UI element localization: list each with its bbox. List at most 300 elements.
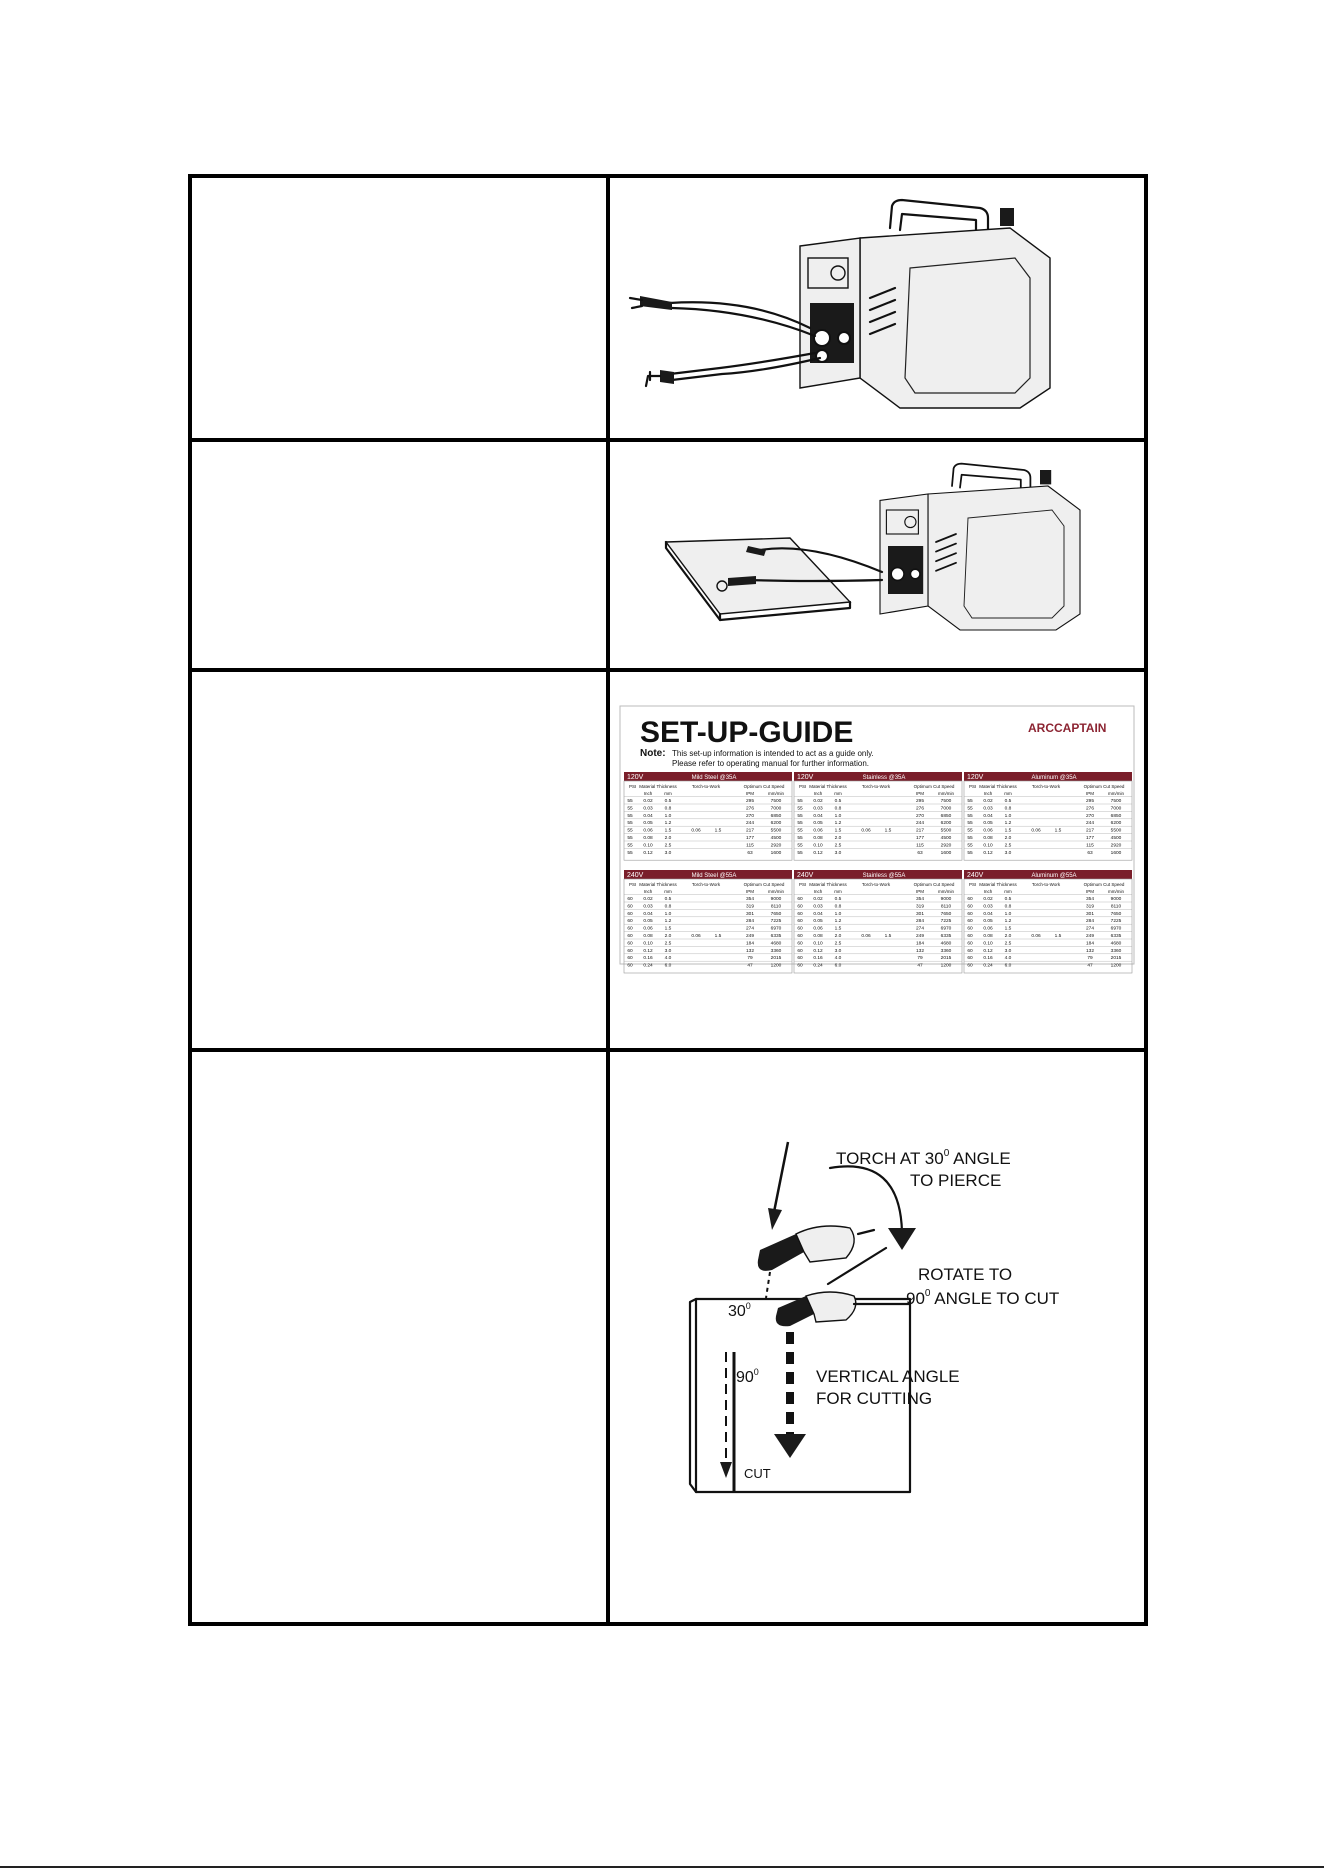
guide-cell-torch-mm: 1.5 (1054, 828, 1062, 834)
guide-cell-mmmin: 6335 (770, 934, 782, 939)
guide-cell-ipm: 79 (1087, 956, 1093, 962)
guide-cell-mm: 0.8 (1004, 806, 1012, 812)
guide-section-material: Stainless @55A (862, 873, 906, 879)
guide-cell-psi: 60 (967, 934, 973, 939)
guide-cell-ipm: 301 (745, 911, 755, 917)
guide-cell-ipm: 244 (915, 821, 925, 827)
guide-cell-inch: 0.05 (813, 821, 823, 827)
guide-cell-mmmin: 1200 (1110, 963, 1122, 969)
guide-cell-inch: 0.10 (983, 941, 993, 947)
guide-sub-mm: mm (664, 791, 672, 796)
guide-cell-inch: 0.08 (983, 934, 993, 939)
guide-cell-mmmin: 9000 (940, 897, 952, 902)
guide-col-torch: Torch-to-Work (861, 882, 891, 887)
guide-cell-torch-inch: 0.06 (1031, 828, 1041, 834)
guide-cell-inch: 0.10 (643, 843, 653, 849)
plasma-cutter-workpiece-illustration (610, 442, 1144, 668)
guide-cell-mmmin: 5500 (940, 828, 952, 834)
guide-cell-inch: 0.08 (813, 836, 823, 841)
guide-cell-psi: 55 (627, 799, 633, 804)
guide-cell-ipm: 295 (745, 799, 755, 804)
guide-cell-mm: 3.0 (1004, 850, 1012, 856)
guide-cell-mm: 3.0 (834, 948, 842, 954)
guide-cell-torch-inch: 0.06 (861, 934, 871, 939)
torch-icon (646, 370, 674, 386)
guide-cell-mmmin: 7000 (940, 806, 952, 812)
steps-table (188, 174, 1148, 1626)
guide-cell-ipm: 177 (915, 836, 925, 841)
down-arrow-icon (774, 1434, 806, 1458)
guide-cell-inch: 0.03 (643, 806, 653, 812)
guide-cell-psi: 55 (797, 813, 803, 819)
guide-cell-mmmin: 5500 (770, 828, 782, 834)
guide-cell-psi: 60 (797, 963, 803, 969)
rotate-label-line1: ROTATE TO (918, 1265, 1013, 1284)
guide-cell-ipm: 177 (745, 836, 755, 841)
guide-cell-ipm: 132 (1085, 948, 1095, 954)
guide-cell-psi: 60 (627, 963, 633, 969)
guide-cell-mm: 0.8 (834, 904, 842, 910)
step-text-2 (190, 440, 608, 670)
guide-cell-ipm: 177 (1085, 836, 1095, 841)
guide-cell-inch: 0.05 (983, 919, 993, 925)
guide-cell-mm: 2.0 (1004, 836, 1012, 841)
guide-note-line1: This set-up information is intended to act as a guide only. (672, 749, 874, 758)
guide-cell-mmmin: 5500 (1110, 828, 1122, 834)
guide-cell-mm: 0.5 (834, 897, 842, 902)
guide-cell-mm: 1.2 (834, 919, 842, 925)
guide-cell-ipm: 47 (1087, 963, 1093, 969)
guide-cell-inch: 0.06 (983, 828, 993, 834)
guide-cell-mm: 1.2 (834, 821, 842, 827)
guide-cell-psi: 55 (967, 799, 973, 804)
guide-cell-mmmin: 6970 (770, 926, 782, 932)
guide-cell-mmmin: 1200 (940, 963, 952, 969)
guide-cell-torch-mm: 1.5 (714, 828, 722, 834)
guide-cell-ipm: 354 (745, 897, 755, 902)
guide-cell-inch: 0.02 (643, 897, 653, 902)
guide-cell-ipm: 184 (1085, 941, 1095, 947)
rotate-label-line2: $90^0$ ANGLE TO CUT (906, 1288, 1060, 1308)
guide-cell-inch: 0.03 (813, 904, 823, 910)
guide-cell-mm: 3.0 (664, 948, 672, 954)
step-text-4 (190, 1050, 608, 1624)
guide-cell-inch: 0.12 (643, 850, 653, 856)
guide-cell-inch: 0.08 (643, 836, 653, 841)
guide-sub-ipm: IPM (1085, 791, 1095, 796)
guide-col-speed: Optimum Cut Speed (743, 882, 785, 887)
guide-cell-torch-mm: 1.5 (1054, 934, 1062, 939)
guide-cell-inch: 0.08 (813, 934, 823, 939)
guide-cell-psi: 60 (627, 897, 633, 902)
guide-col-thickness: Material Thickness (979, 784, 1017, 789)
guide-sub-inch: Inch (983, 791, 993, 796)
guide-cell-psi: 55 (967, 821, 973, 827)
guide-cell-mmmin: 9000 (1110, 897, 1122, 902)
guide-sub-ipm: IPM (915, 791, 925, 796)
guide-cell-mm: 0.8 (664, 806, 672, 812)
guide-cell-mmmin: 1200 (770, 963, 782, 969)
plasma-cutter-illustration (610, 178, 1144, 438)
guide-col-psi: PSI (969, 784, 977, 789)
guide-cell-mmmin: 6970 (940, 926, 952, 932)
guide-brand-logo: ARCCAPTAIN (1028, 721, 1107, 735)
guide-cell-inch: 0.10 (813, 843, 823, 849)
guide-cell-mm: 0.5 (834, 799, 842, 804)
guide-cell-mmmin: 7650 (770, 911, 782, 917)
guide-cell-psi: 55 (797, 850, 803, 856)
guide-cell-mmmin: 1600 (940, 850, 952, 856)
guide-cell-ipm: 115 (1086, 843, 1094, 849)
guide-section-material: Stainless @35A (862, 775, 906, 781)
guide-cell-psi: 60 (967, 963, 973, 969)
guide-cell-ipm: 270 (1085, 813, 1095, 819)
ground-clamp-icon (630, 296, 672, 310)
guide-cell-inch: 0.16 (643, 956, 653, 962)
guide-cell-mmmin: 8110 (1110, 904, 1122, 910)
pierce-label-line2: TO PIERCE (910, 1171, 1002, 1190)
step-text-1 (190, 176, 608, 440)
guide-cell-mm: 3.0 (1004, 948, 1012, 954)
guide-sub-inch: Inch (643, 791, 653, 796)
guide-cell-mmmin: 7650 (940, 911, 952, 917)
guide-col-torch: Torch-to-Work (1031, 784, 1061, 789)
angle-30-label: $30^0$ (728, 1301, 751, 1320)
guide-cell-inch: 0.12 (813, 948, 823, 954)
guide-cell-psi: 60 (967, 941, 973, 947)
guide-col-speed: Optimum Cut Speed (1083, 784, 1125, 789)
set-up-guide-chart (610, 672, 1144, 1048)
guide-section-voltage: 240V (797, 872, 814, 879)
guide-cell-mmmin: 2920 (1110, 843, 1122, 849)
guide-cell-ipm: 63 (917, 850, 923, 856)
guide-sub-mm: mm (834, 889, 842, 894)
step-image-4 (608, 1050, 1146, 1624)
guide-cell-psi: 60 (627, 919, 633, 925)
guide-sub-inch: Inch (813, 889, 823, 894)
guide-cell-mm: 2.0 (1004, 934, 1012, 939)
guide-cell-ipm: 284 (1085, 919, 1095, 925)
guide-cell-mmmin: 4500 (770, 836, 782, 841)
guide-cell-mm: 1.5 (664, 926, 672, 932)
guide-sub-mm: mm (664, 889, 672, 894)
pierce-label-line1: TORCH AT $30^0$ ANGLE (836, 1148, 1011, 1168)
guide-cell-inch: 0.12 (983, 948, 993, 954)
guide-cell-mmmin: 7225 (770, 919, 782, 925)
guide-cell-psi: 60 (627, 948, 633, 954)
angle-90-label: $90^0$ (736, 1367, 759, 1386)
guide-cell-inch: 0.10 (643, 941, 653, 947)
guide-cell-psi: 55 (627, 843, 633, 849)
guide-cell-psi: 60 (627, 934, 633, 939)
guide-cell-mm: 2.0 (834, 934, 842, 939)
guide-note-label: Note: (640, 748, 666, 759)
guide-cell-inch: 0.10 (983, 843, 993, 849)
guide-col-speed: Optimum Cut Speed (913, 784, 955, 789)
guide-cell-inch: 0.12 (983, 850, 993, 856)
guide-cell-inch: 0.12 (643, 948, 653, 954)
guide-cell-psi: 60 (627, 904, 633, 910)
guide-col-thickness: Material Thickness (639, 784, 677, 789)
guide-cell-inch: 0.08 (643, 934, 653, 939)
guide-cell-psi: 60 (797, 897, 803, 902)
guide-col-torch: Torch-to-Work (691, 882, 721, 887)
guide-cell-ipm: 270 (745, 813, 755, 819)
guide-cell-psi: 55 (967, 813, 973, 819)
guide-cell-ipm: 319 (745, 904, 755, 910)
guide-cell-mm: 1.0 (834, 911, 842, 917)
guide-cell-mm: 0.5 (664, 897, 672, 902)
guide-cell-mm: 3.0 (834, 850, 842, 856)
guide-cell-mmmin: 6970 (1110, 926, 1122, 932)
guide-sub-mmmin: mm/min (1108, 791, 1124, 796)
guide-col-thickness: Material Thickness (639, 882, 677, 887)
step-row-2 (190, 440, 1146, 670)
guide-cell-ipm: 115 (746, 843, 754, 849)
guide-cell-mm: 0.5 (664, 799, 672, 804)
guide-cell-inch: 0.05 (643, 821, 653, 827)
guide-cell-mmmin: 4680 (770, 941, 782, 947)
guide-cell-psi: 55 (797, 821, 803, 827)
guide-cell-psi: 55 (627, 813, 633, 819)
guide-sub-mmmin: mm/min (938, 889, 954, 894)
guide-col-torch: Torch-to-Work (1031, 882, 1061, 887)
guide-section-voltage: 240V (627, 872, 644, 879)
guide-cell-mmmin: 4680 (940, 941, 952, 947)
guide-cell-inch: 0.16 (813, 956, 823, 962)
guide-cell-ipm: 295 (915, 799, 925, 804)
guide-cell-ipm: 284 (915, 919, 925, 925)
guide-cell-mm: 1.0 (1004, 911, 1012, 917)
step-image-2 (608, 440, 1146, 670)
guide-cell-psi: 55 (627, 821, 633, 827)
guide-sub-mmmin: mm/min (768, 791, 784, 796)
guide-cell-mmmin: 7225 (940, 919, 952, 925)
guide-cell-mm: 2.5 (1004, 843, 1012, 849)
guide-cell-psi: 55 (797, 843, 803, 849)
guide-cell-mm: 4.0 (664, 956, 672, 962)
guide-cell-psi: 60 (967, 911, 973, 917)
guide-cell-psi: 55 (627, 828, 633, 834)
guide-cell-mm: 2.5 (664, 941, 672, 947)
guide-section-voltage: 120V (967, 774, 984, 781)
guide-cell-mmmin: 2015 (1110, 956, 1122, 962)
guide-cell-ipm: 63 (1087, 850, 1093, 856)
guide-cell-mm: 1.2 (664, 821, 672, 827)
guide-cell-ipm: 354 (1085, 897, 1095, 902)
guide-cell-ipm: 276 (1085, 806, 1095, 812)
torch-angle-diagram (610, 1052, 1144, 1622)
step-row-4 (190, 1050, 1146, 1624)
guide-sub-mm: mm (1004, 791, 1012, 796)
guide-cell-ipm: 132 (915, 948, 925, 954)
step-row-3 (190, 670, 1146, 1050)
guide-sub-inch: Inch (643, 889, 653, 894)
guide-sub-mm: mm (1004, 889, 1012, 894)
guide-cell-inch: 0.10 (813, 941, 823, 947)
guide-cell-mm: 6.0 (834, 963, 842, 969)
guide-cell-mmmin: 7500 (940, 799, 952, 804)
rotation-arrow-icon (830, 1166, 902, 1232)
guide-sub-inch: Inch (983, 889, 993, 894)
guide-cell-ipm: 274 (915, 926, 925, 932)
step-text-3 (190, 670, 608, 1050)
guide-cell-ipm: 295 (1085, 799, 1095, 804)
step-row-1 (190, 176, 1146, 440)
guide-cell-ipm: 79 (747, 956, 753, 962)
guide-note-line2: Please refer to operating manual for further information. (672, 759, 869, 768)
guide-cell-torch-inch: 0.06 (691, 828, 701, 834)
guide-cell-mmmin: 7500 (1110, 799, 1122, 804)
guide-cell-mm: 1.0 (1004, 813, 1012, 819)
guide-cell-mm: 1.5 (1004, 926, 1012, 932)
guide-cell-mm: 4.0 (834, 956, 842, 962)
guide-col-thickness: Material Thickness (979, 882, 1017, 887)
guide-cell-psi: 55 (967, 806, 973, 812)
guide-sub-inch: Inch (813, 791, 823, 796)
guide-cell-mmmin: 7225 (1110, 919, 1122, 925)
guide-cell-mmmin: 8110 (770, 904, 782, 910)
guide-section-material: Aluminum @35A (1031, 775, 1077, 781)
guide-cell-ipm: 244 (745, 821, 755, 827)
guide-cell-ipm: 249 (1085, 934, 1095, 939)
cut-label: CUT (744, 1466, 771, 1481)
guide-cell-inch: 0.24 (983, 963, 993, 969)
guide-sub-mm: mm (834, 791, 842, 796)
guide-cell-psi: 60 (797, 919, 803, 925)
guide-cell-torch-inch: 0.06 (691, 934, 701, 939)
guide-cell-inch: 0.05 (643, 919, 653, 925)
guide-cell-mmmin: 7500 (770, 799, 782, 804)
guide-cell-inch: 0.02 (813, 897, 823, 902)
guide-col-thickness: Material Thickness (809, 784, 847, 789)
guide-cell-mm: 2.0 (664, 836, 672, 841)
guide-cell-psi: 60 (627, 956, 633, 962)
guide-cell-ipm: 354 (915, 897, 925, 902)
guide-sub-ipm: IPM (745, 889, 755, 894)
guide-cell-psi: 55 (797, 806, 803, 812)
guide-cell-inch: 0.24 (643, 963, 653, 969)
guide-cell-psi: 60 (967, 919, 973, 925)
guide-cell-mm: 1.5 (1004, 828, 1012, 834)
guide-cell-mm: 1.0 (664, 813, 672, 819)
guide-cell-psi: 60 (627, 926, 633, 932)
guide-cell-torch-mm: 1.5 (884, 934, 892, 939)
guide-cell-mmmin: 3360 (940, 948, 952, 954)
guide-cell-torch-mm: 1.5 (714, 934, 722, 939)
guide-cell-mmmin: 4680 (1110, 941, 1122, 947)
guide-cell-mm: 3.0 (664, 850, 672, 856)
guide-cell-psi: 55 (967, 828, 973, 834)
guide-cell-ipm: 301 (915, 911, 925, 917)
guide-cell-psi: 60 (797, 934, 803, 939)
guide-section-voltage: 240V (967, 872, 984, 879)
guide-section-material: Mild Steel @35A (691, 775, 737, 781)
guide-cell-psi: 60 (967, 926, 973, 932)
guide-cell-inch: 0.06 (813, 828, 823, 834)
guide-cell-inch: 0.04 (643, 911, 653, 917)
guide-cell-psi: 55 (797, 799, 803, 804)
guide-cell-inch: 0.08 (983, 836, 993, 841)
guide-cell-psi: 60 (627, 911, 633, 917)
guide-cell-inch: 0.12 (813, 850, 823, 856)
guide-col-psi: PSI (799, 882, 807, 887)
guide-cell-psi: 55 (627, 806, 633, 812)
guide-cell-inch: 0.03 (983, 904, 993, 910)
guide-cell-mmmin: 7000 (770, 806, 782, 812)
guide-cell-ipm: 319 (915, 904, 925, 910)
guide-sub-ipm: IPM (1085, 889, 1095, 894)
guide-cell-inch: 0.02 (983, 799, 993, 804)
guide-cell-mm: 1.5 (664, 828, 672, 834)
guide-cell-mm: 0.5 (1004, 799, 1012, 804)
guide-cell-mmmin: 6850 (770, 813, 782, 819)
guide-cell-inch: 0.16 (983, 956, 993, 962)
guide-cell-ipm: 184 (915, 941, 925, 947)
guide-cell-psi: 60 (967, 904, 973, 910)
guide-cell-inch: 0.04 (813, 813, 823, 819)
guide-cell-psi: 60 (797, 941, 803, 947)
guide-cell-mmmin: 7650 (1110, 911, 1122, 917)
guide-cell-mmmin: 1600 (770, 850, 782, 856)
guide-cell-mm: 1.2 (1004, 919, 1012, 925)
step-image-1 (608, 176, 1146, 440)
guide-cell-psi: 55 (627, 850, 633, 856)
guide-cell-ipm: 249 (915, 934, 925, 939)
guide-cell-mmmin: 3360 (1110, 948, 1122, 954)
guide-cell-ipm: 115 (916, 843, 924, 849)
hand-with-torch-30-icon (758, 1226, 874, 1298)
guide-col-speed: Optimum Cut Speed (913, 882, 955, 887)
guide-col-torch: Torch-to-Work (691, 784, 721, 789)
guide-cell-mm: 0.5 (1004, 897, 1012, 902)
guide-cell-psi: 60 (967, 948, 973, 954)
guide-cell-ipm: 132 (745, 948, 755, 954)
guide-cell-psi: 55 (797, 828, 803, 834)
guide-cell-mm: 2.5 (834, 843, 842, 849)
guide-col-torch: Torch-to-Work (861, 784, 891, 789)
guide-cell-mmmin: 6850 (940, 813, 952, 819)
guide-section-material: Mild Steel @55A (691, 873, 737, 879)
guide-cell-inch: 0.04 (983, 911, 993, 917)
guide-cell-ipm: 284 (745, 919, 755, 925)
guide-cell-ipm: 319 (1085, 904, 1095, 910)
guide-cell-ipm: 244 (1085, 821, 1095, 827)
guide-cell-mmmin: 4500 (940, 836, 952, 841)
guide-cell-torch-mm: 1.5 (884, 828, 892, 834)
guide-cell-ipm: 276 (745, 806, 755, 812)
guide-cell-torch-inch: 0.06 (861, 828, 871, 834)
guide-cell-inch: 0.05 (813, 919, 823, 925)
guide-cell-mmmin: 3360 (770, 948, 782, 954)
guide-cell-ipm: 270 (915, 813, 925, 819)
guide-title: SET-UP-GUIDE (640, 716, 854, 749)
guide-cell-mm: 0.8 (1004, 904, 1012, 910)
guide-cell-inch: 0.02 (983, 897, 993, 902)
guide-cell-mmmin: 6850 (1110, 813, 1122, 819)
guide-cell-mm: 2.5 (664, 843, 672, 849)
guide-cell-inch: 0.06 (983, 926, 993, 932)
guide-cell-mmmin: 1600 (1110, 850, 1122, 856)
guide-cell-mmmin: 2015 (770, 956, 782, 962)
step-image-3 (608, 670, 1146, 1050)
guide-cell-inch: 0.05 (983, 821, 993, 827)
guide-cell-psi: 55 (627, 836, 633, 841)
guide-cell-torch-inch: 0.06 (1031, 934, 1041, 939)
page-bottom-rule (0, 1866, 1324, 1868)
guide-cell-psi: 55 (967, 836, 973, 841)
guide-cell-inch: 0.03 (813, 806, 823, 812)
